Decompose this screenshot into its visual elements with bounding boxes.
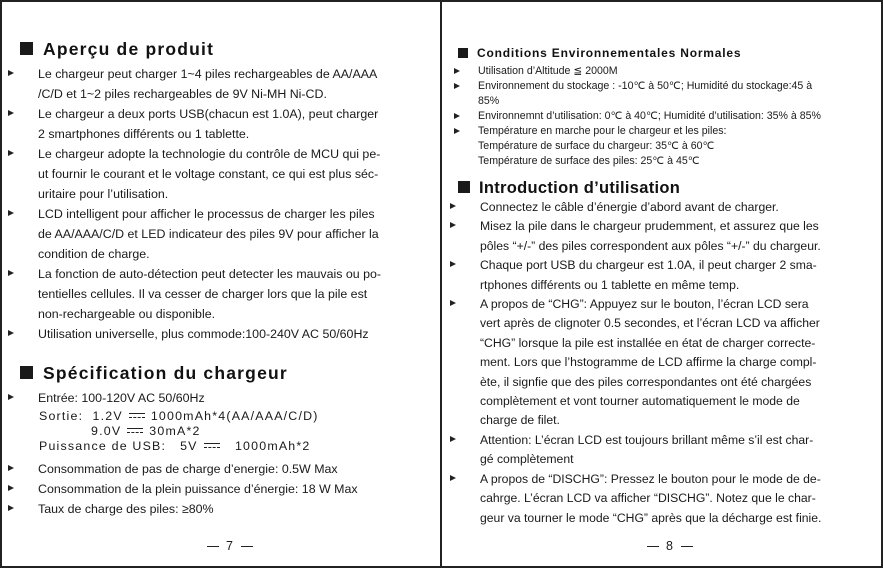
square-bullet-icon [20,366,33,379]
conditions-title: Conditions Environnementales Normales [477,46,742,60]
spec-input-text: Entrée: 100-120V AC 50/60Hz [38,391,205,405]
list-item-line: Chaque port USB du chargeur est 1.0A, il peut charger 2 sma- [480,258,817,273]
list-item-line: Le chargeur a deux ports USB(chacun est 1.0A), peut charger [38,107,379,121]
intro-heading [458,179,680,198]
list-item [444,217,821,256]
overview-heading [20,39,214,60]
list-item [2,324,381,344]
list-item-line: 2 smartphones différents ou 1 tablette. [38,127,250,141]
spec-output-block [37,409,317,454]
list-item [2,104,381,144]
list-item-line: uritaire pour l’utilisation. [38,187,169,201]
page-number-text: 7 [226,539,234,553]
page-dash [681,546,693,547]
list-item-line: Le chargeur peut charger 1~4 piles rechargeables de AA/AAA [38,67,378,81]
page-dash [647,546,659,547]
list-item-line: rtphones différents ou 1 tablette en même temp. [480,277,740,292]
list-item [450,109,821,124]
list-item [450,79,821,109]
list-item [2,264,381,324]
list-item [2,388,205,408]
dc-symbol-icon [204,442,220,451]
page-number-right [640,539,700,553]
page-number-left [200,539,260,553]
list-item-line: A propos de “DISCHG”: Pressez le bouton pour le mode de de- [480,471,821,486]
list-item [450,124,821,169]
intro-title: Introduction d’utilisation [479,179,681,197]
right-page [441,0,883,568]
list-item-line: Température de surface du chargeur: 35℃ à 60℃ [478,140,715,152]
square-bullet-icon [20,42,33,55]
spec-usb-volt: 5V [180,439,198,453]
list-item-line: ment. Lors que l’hstogramme de LCD affirme la charge compl- [480,355,817,370]
dc-symbol-icon [129,412,145,421]
list-item-line: La fonction de auto-détection peut detecter les mauvais ou po- [38,267,382,281]
list-item-line: vert après de clignoter 0.5 secondes, et l’écran LCD va afficher [480,316,820,331]
intro-list [444,198,821,528]
list-item: Consommation de la plein puissance d’énergie: 18 W Max [2,479,358,499]
list-item-line: LCD intelligent pour afficher le processus de charger les piles [38,207,375,221]
list-item: Taux de charge des piles: ≥80% [2,499,358,519]
spec-heading [20,363,288,384]
list-item [444,431,821,470]
list-item-line: Température en marche pour le chargeur et les piles: [478,125,727,137]
list-item [450,64,821,79]
spec-output-1-volt: 1.2V [92,409,123,423]
list-item-line: gé complètement [480,452,574,467]
list-item [2,204,381,264]
list-item-line: complètement et vont tourner automatiquement le mode de [480,394,800,409]
list-item-line: “CHG” lorsque la pile est installée en état de charger correcte- [480,335,816,350]
list-item [444,470,821,528]
spec-input-list [2,388,205,408]
spec-output-2-value: 30mA*2 [149,424,201,438]
overview-title: Aperçu de produit [43,39,215,59]
list-item [2,64,381,104]
page-dash [207,546,219,547]
list-item-line: pôles “+/-” des piles correspondent aux pôles “+/-” du chargeur. [480,238,821,253]
spec-usb-line [39,439,319,454]
left-page [0,0,441,568]
list-item-line: geur va tourner le mode “CHG” après que la décharge est finie. [480,510,822,525]
page-dash [241,546,253,547]
list-item-line: Environnemnt d’utilisation: 0℃ à 40℃; Humidité d’utilisation: 35% à 85% [478,110,821,122]
list-item-line: /C/D et 1~2 piles rechargeables de 9V Ni-MH Ni-CD. [38,87,327,101]
spec-output-line-1 [39,409,319,424]
square-bullet-icon [458,48,468,58]
spec-output-line-2 [55,424,335,439]
spec-output-2-volt: 9.0V [91,424,122,438]
list-item-line: Température de surface des piles: 25℃ à 45℃ [478,155,700,167]
spec-list [2,459,358,519]
list-item-line: cahrge. L’écran LCD va afficher “DISCHG”. Notez que le char- [480,491,816,506]
list-item-line: Utilisation universelle, plus commode:100-240V AC 50/60Hz [38,327,369,341]
conditions-list [450,64,821,169]
list-item-line: Le chargeur adopte la technologie du contrôle de MCU qui pe- [38,147,381,161]
spec-output-1-value: 1000mAh*4(AA/AAA/C/D) [150,409,319,423]
spec-output-label: Sortie: [39,409,84,423]
list-item-line: 85% [478,95,500,107]
list-item [444,198,821,217]
list-item-line: Utilisation d’Altitude ≦ 2000M [478,65,618,77]
list-item-line: A propos de “CHG”: Appuyez sur le bouton, l’écran LCD sera [480,297,809,312]
list-item-line: non-rechargeable ou disponible. [38,307,216,321]
overview-list [2,64,381,344]
list-item-line: Connectez le câble d’énergie d’abord avant de charger. [480,200,779,214]
list-item: Consommation de pas de charge d’energie: 0.5W Max [2,459,358,479]
conditions-heading [458,46,741,60]
dc-symbol-icon [127,427,143,436]
list-item-line: Attention: L’écran LCD est toujours brillant même s’il est char- [480,432,814,447]
page-number-text: 8 [666,539,674,553]
list-item-line: de AA/AAA/C/D et LED indicateur des piles 9V pour afficher la [38,227,379,241]
spec-usb-value: 1000mAh*2 [234,439,311,453]
list-item-line: tentielles cellules. Il va cesser de charger lors que la pile est [38,287,368,301]
list-item-line: charge de filet. [480,413,560,428]
list-item-line: Misez la pile dans le chargeur prudemment, et assurez que les [480,219,819,234]
square-bullet-icon [458,181,470,193]
spec-title: Spécification du chargeur [43,363,288,383]
list-item [444,295,821,431]
list-item-line: Environnement du stockage : -10℃ à 50℃; Humidité du stockage:45 à [478,80,813,92]
list-item-line: ut fournir le courant et le voltage constant, ce qui est plus séc- [38,167,379,181]
spec-usb-label: Puissance de USB: [39,439,167,453]
list-item-line: ète, il signfie que des piles correspondantes ont été chargées [480,374,812,389]
list-item-line: condition de charge. [38,247,150,261]
list-item [2,144,381,204]
list-item [444,256,821,295]
